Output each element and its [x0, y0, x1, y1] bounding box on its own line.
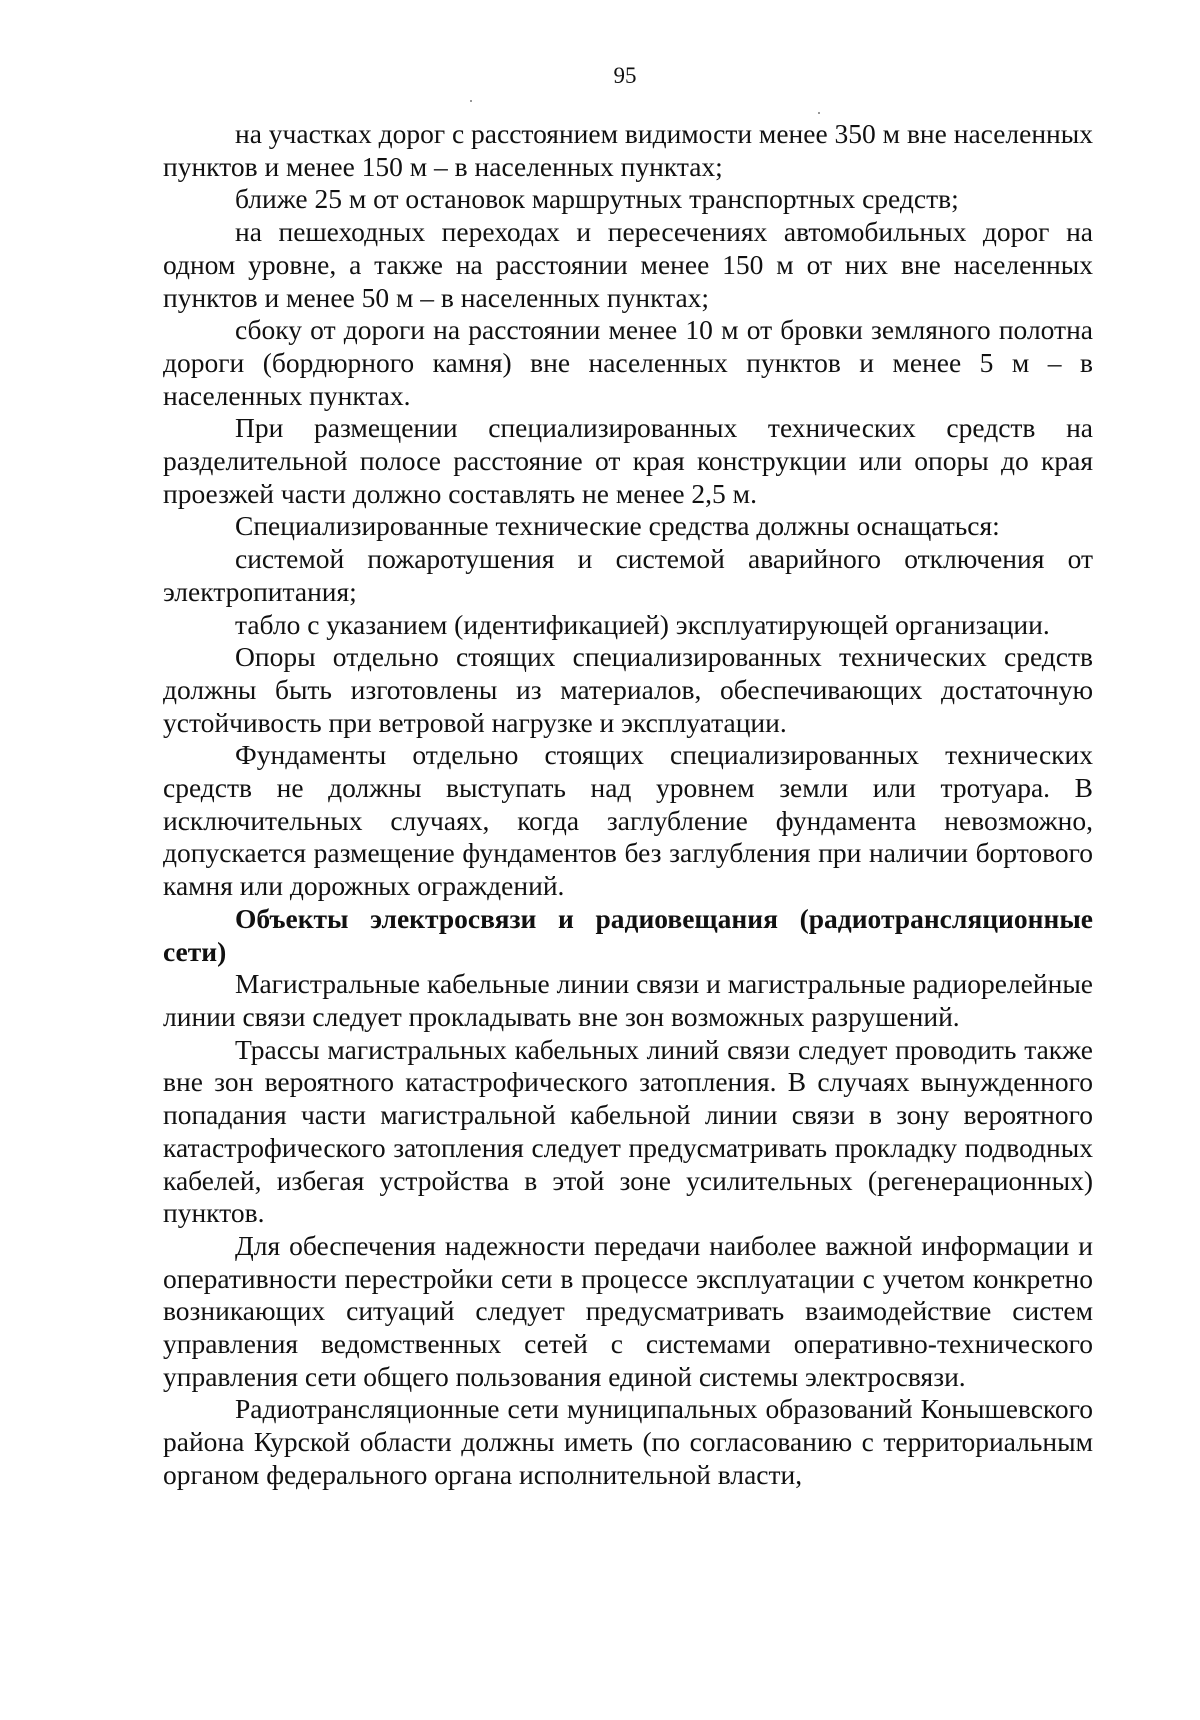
paragraph: Радиотрансляционные сети муниципальных образований Конышевского района Курской области должны иметь (по согласованию с территориальным органом федерального органа исполнительной власти, [163, 1393, 1093, 1490]
paragraph: ближе 25 м от остановок маршрутных транспортных средств; [235, 183, 959, 215]
paragraph: сбоку от дороги на расстоянии менее 10 м от бровки земляного полотна дороги (бордюрного камня) вне населенных пунктов и менее 5 м – в населенных пунктах. [163, 314, 1093, 411]
section-heading: Объекты электросвязи и радиовещания (радиотрансляционные сети) [163, 902, 1093, 967]
document-body [163, 118, 1093, 1492]
scan-speck [818, 112, 820, 114]
paragraph: на участках дорог с расстоянием видимости менее 350 м вне населенных пунктов и менее 150 м – в населенных пунктах; [163, 118, 1093, 182]
paragraph: Специализированные технические средства должны оснащаться: [235, 510, 1000, 542]
paragraph: табло с указанием (идентификацией) эксплуатирующей организации. [235, 608, 1050, 640]
paragraph: системой пожаротушения и системой аварийного отключения от электропитания; [163, 543, 1093, 607]
paragraph: на пешеходных переходах и пересечениях автомобильных дорог на одном уровне, а также на расстоянии менее 150 м от них вне населенных пунктов и менее 50 м – в населенных пунктах; [163, 216, 1093, 313]
scan-speck [470, 100, 472, 102]
paragraph: Опоры отдельно стоящих специализированных технических средств должны быть изготовлены из материалов, обеспечивающих достаточную устойчивость при ветровой нагрузке и эксплуатации. [163, 641, 1093, 738]
paragraph: Для обеспечения надежности передачи наиболее важной информации и оперативности перестройки сети в процессе эксплуатации с учетом конкретно возникающих ситуаций следует предусматривать взаимодействие систем управления ведомственных сетей с системами оперативно-технического управления сети общего пользования единой системы электросвязи. [163, 1229, 1093, 1392]
paragraph: Магистральные кабельные линии связи и магистральные радиорелейные линии связи следует прокладывать вне зон возможных разрушений. [163, 968, 1093, 1032]
paragraph: При размещении специализированных технических средств на разделительной полосе расстояние от края конструкции или опоры до края проезжей части должно составлять не менее 2,5 м. [163, 412, 1093, 509]
paragraph: Трассы магистральных кабельных линий связи следует проводить также вне зон вероятного катастрофического затопления. В случаях вынужденного попадания части магистральной кабельной линии связи в зону вероятного катастрофического затопления следует предусматривать прокладку подводных кабелей, избегая устройства в этой зоне усилительных (регенерационных) пунктов. [163, 1033, 1093, 1229]
paragraph: Фундаменты отдельно стоящих специализированных технических средств не должны выступать над уровнем земли или тротуара. В исключительных случаях, когда заглубление фундамента невозможно, допускается размещение фундаментов без заглубления при наличии бортового камня или дорожных ограждений. [163, 739, 1093, 902]
page-number: 95 [613, 63, 637, 88]
